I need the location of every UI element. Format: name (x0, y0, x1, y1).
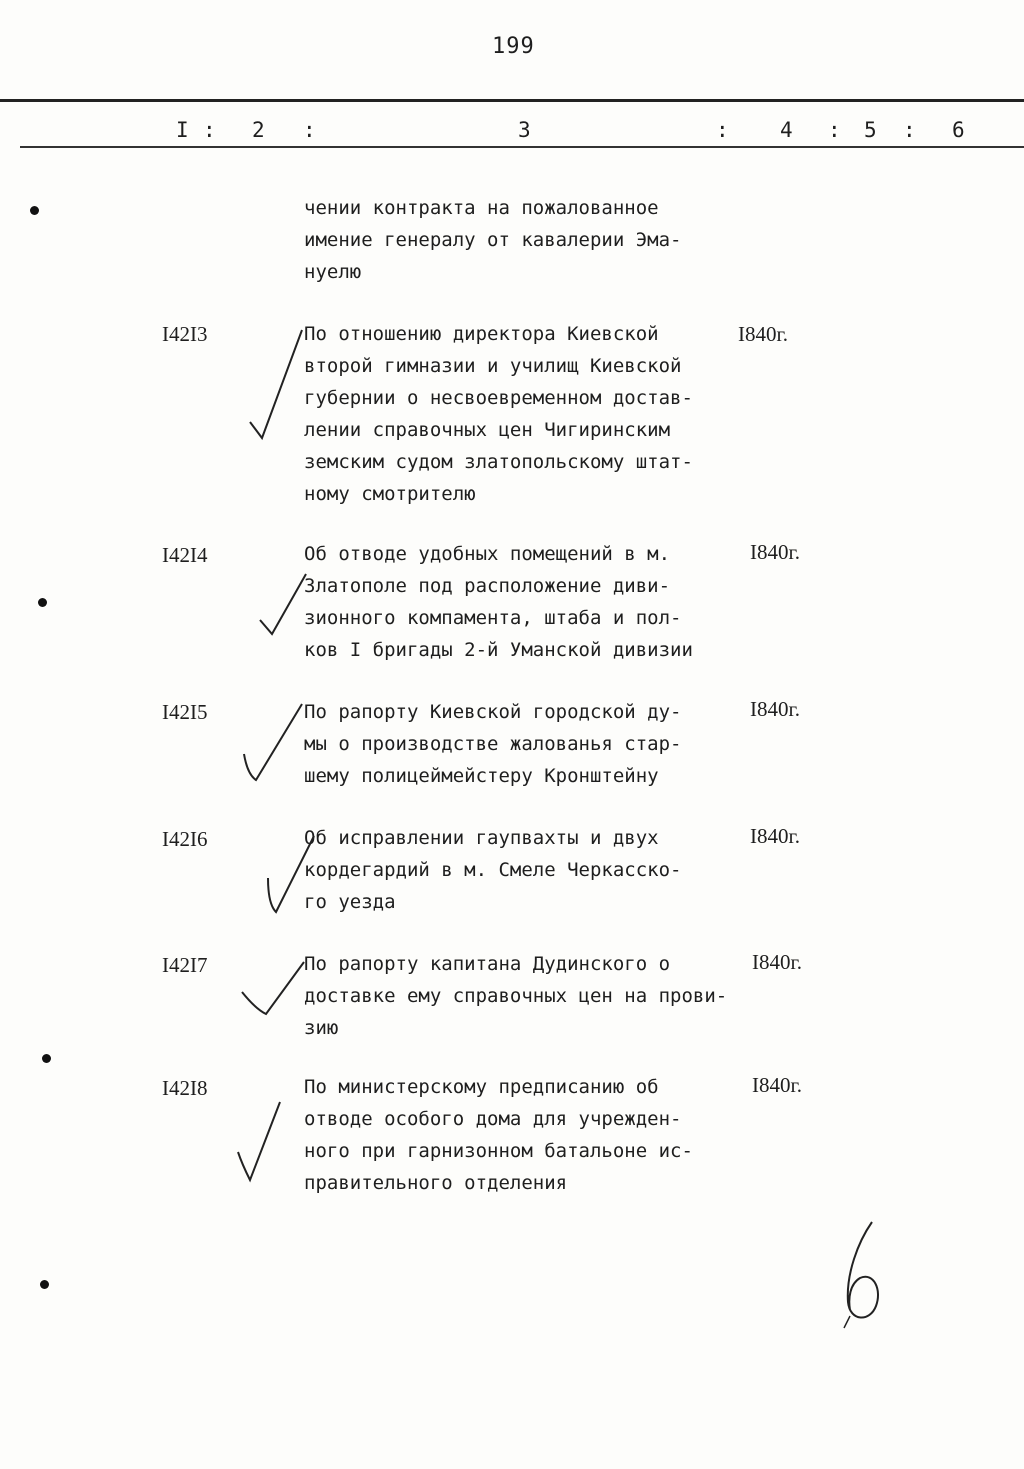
column-header-5: 5 (864, 118, 877, 142)
column-header-1: I (176, 118, 189, 142)
binder-hole-mark (40, 1280, 49, 1289)
column-separator: : (203, 118, 216, 142)
column-header-6: 6 (952, 118, 965, 142)
entry-date: I840г. (752, 950, 802, 974)
handwritten-folio-number (840, 1218, 900, 1328)
entry-title: Об отводе удобных помещений в м. Златополе под расположение диви- зионного компамента, штаба и пол- ков I бригады 2-й Уманской дивизии (304, 543, 693, 661)
entry-number: I42I4 (162, 543, 208, 567)
checkmark-icon (256, 570, 316, 645)
header-rule-bottom (20, 146, 1024, 148)
entry-title: По отношению директора Киевской второй гимназии и училищ Киевской губернии о несвоевременном достав- лении справочных цен Чигиринским земским судом златопольскому штат- ному смотрителю (304, 323, 693, 505)
checkmark-icon (244, 326, 314, 446)
entry-date: I840г. (738, 322, 788, 346)
header-rule-top (0, 99, 1024, 102)
checkmark-icon (234, 1098, 294, 1188)
column-header-4: 4 (780, 118, 793, 142)
column-separator: : (828, 118, 841, 142)
column-header-2: 2 (252, 118, 265, 142)
entry-number: I42I6 (162, 827, 208, 851)
entry-date: I840г. (750, 824, 800, 848)
entry-title: По министерскому предписанию об отводе особого дома для учрежден- ного при гарнизонном батальоне ис- правительного отделения (304, 1076, 693, 1194)
checkmark-icon (262, 830, 322, 920)
entry-number: I42I8 (162, 1076, 208, 1100)
entry-title: По рапорту Киевской городской ду- мы о производстве жалованья стар- шему полицеймейстеру Кронштейну (304, 701, 682, 787)
continuation-text: чении контракта на пожалованное имение генералу от кавалерии Эма- нуелю (304, 197, 682, 283)
column-separator: : (903, 118, 916, 142)
column-separator: : (716, 118, 729, 142)
entry-number: I42I3 (162, 322, 208, 346)
binder-hole-mark (42, 1054, 51, 1063)
binder-hole-mark (30, 206, 39, 215)
entry-title: По рапорту капитана Дудинского о доставке ему справочных цен на прови- зию (304, 953, 728, 1039)
entry-title: Об исправлении гаупвахты и двух кордегардий в м. Смеле Черкасско- го уезда (304, 827, 682, 913)
entry-date: I840г. (750, 540, 800, 564)
page-number: 199 (492, 34, 535, 59)
column-header-3: 3 (518, 118, 531, 142)
entry-date: I840г. (750, 697, 800, 721)
entry-number: I42I7 (162, 953, 208, 977)
column-separator: : (303, 118, 316, 142)
binder-hole-mark (38, 598, 47, 607)
entry-date: I840г. (752, 1073, 802, 1097)
checkmark-icon (240, 958, 310, 1018)
checkmark-icon (240, 700, 310, 790)
entry-number: I42I5 (162, 700, 208, 724)
